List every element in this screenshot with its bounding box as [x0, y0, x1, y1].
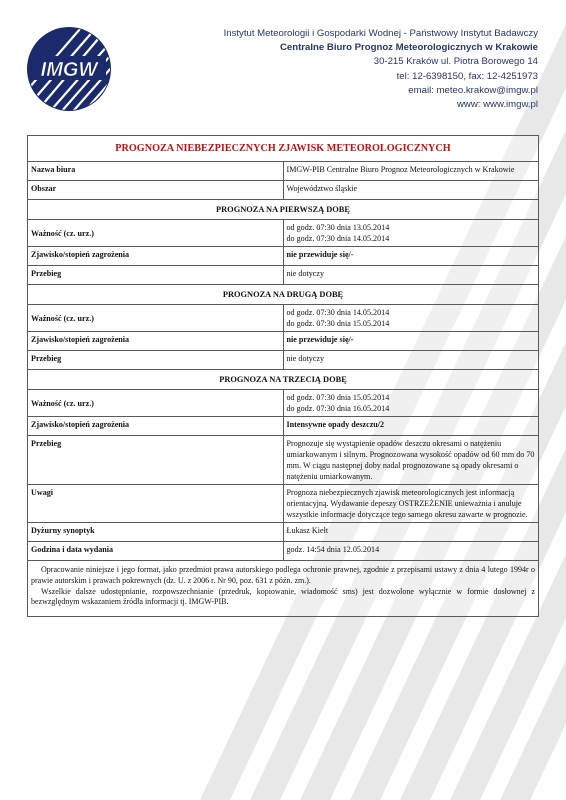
- forecast-table: [27, 135, 539, 617]
- remarks-text: Prognoza niebezpiecznych zjawisk meteorologicznych jest informacją orientacyjną. Wydawanie depeszy OSTRZEŻENIE unieważnia i anuluje wszystkie informacje dotyczące tego samego okresu zawarte w prognozie.: [283, 485, 539, 523]
- day2-validity-to: do godz. 07:30 dnia 15.05.2014: [286, 319, 390, 328]
- day2-validity-label: Ważność (cz. urz.): [28, 305, 284, 332]
- day1-course-label: Przebieg: [28, 266, 284, 285]
- day2-course-label: Przebieg: [28, 351, 284, 370]
- day2-phenomenon: nie przewiduje się/-: [283, 332, 539, 351]
- imgw-logo: [26, 26, 112, 112]
- day3-validity: [283, 390, 539, 417]
- document-title: PROGNOZA NIEBEZPIECZNYCH ZJAWISK METEOROLOGICZNYCH: [28, 136, 539, 162]
- day3-validity-from: od godz. 07:30 dnia 15.05.2014: [286, 393, 390, 402]
- day3-validity-to: do godz. 07:30 dnia 16.05.2014: [286, 404, 390, 413]
- day2-validity: [283, 305, 539, 332]
- office-phone: tel: 12-6398150, fax: 12-4251973: [396, 70, 538, 82]
- day1-validity-label: Ważność (cz. urz.): [28, 220, 284, 247]
- day1-validity-to: do godz. 07:30 dnia 14.05.2014: [286, 234, 390, 243]
- day1-heading: PROGNOZA NA PIERWSZĄ DOBĘ: [28, 200, 539, 220]
- office-value: IMGW-PIB Centralne Biuro Prognoz Meteorologicznych w Krakowie: [283, 162, 539, 181]
- synoptic-label: Dyżurny synoptyk: [28, 523, 284, 542]
- office-name: Centralne Biuro Prognoz Meteorologicznych w Krakowie: [279, 42, 538, 54]
- day3-phenomenon-label: Zjawisko/stopień zagrożenia: [28, 417, 284, 436]
- day2-validity-from: od godz. 07:30 dnia 14.05.2014: [286, 308, 390, 317]
- institute-name: Instytut Meteorologii i Gospodarki Wodnej - Państwowy Instytut Badawczy: [223, 28, 538, 39]
- day2-course: nie dotyczy: [283, 351, 539, 370]
- day2-phenomenon-label: Zjawisko/stopień zagrożenia: [28, 332, 284, 351]
- day2-heading: PROGNOZA NA DRUGĄ DOBĘ: [28, 285, 539, 305]
- copyright-paragraph-1: Opracowanie niniejsze i jego format, jako przedmiot prawa autorskiego podlega ochronie prawnej, zgodnie z przepisami ustawy z dnia 4 lutego 1994r o prawie autorskim i prawach pokrewnych (dz. U. z 2006 r. Nr 90, poz. 631 z późn. zm.).: [31, 565, 535, 585]
- copyright-paragraph-2: Wszelkie dalsze udostępnianie, rozpowszechnianie (przedruk, kopiowanie, wiadomość sms) jest dozwolone wyłącznie w formie dosłownej z bezwzględnym wskazaniem źródła informacji tj. IMGW-PIB.: [31, 586, 535, 607]
- day1-validity: [283, 220, 539, 247]
- svg-text:IMGW: IMGW: [40, 59, 98, 81]
- institute-header: [224, 27, 538, 112]
- copyright-notice: [28, 561, 539, 617]
- office-label: Nazwa biura: [28, 162, 284, 181]
- office-website[interactable]: www: www.imgw.pl: [456, 99, 538, 111]
- office-address: 30-215 Kraków ul. Piotra Borowego 14: [373, 56, 538, 68]
- day1-course: nie dotyczy: [283, 266, 539, 285]
- day1-phenomenon: nie przewiduje się/-: [283, 247, 539, 266]
- office-email[interactable]: email: meteo.krakow@imgw.pl: [408, 84, 538, 96]
- day3-heading: PROGNOZA NA TRZECIĄ DOBĘ: [28, 370, 539, 390]
- day1-phenomenon-label: Zjawisko/stopień zagrożenia: [28, 247, 284, 266]
- day3-course-label: Przebieg: [28, 436, 284, 485]
- area-label: Obszar: [28, 181, 284, 200]
- day1-validity-from: od godz. 07:30 dnia 13.05.2014: [286, 223, 390, 232]
- issued-label: Godzina i data wydania: [28, 542, 284, 561]
- synoptic-name: Łukasz Kiełt: [283, 523, 539, 542]
- area-value: Województwo śląskie: [283, 181, 539, 200]
- day3-validity-label: Ważność (cz. urz.): [28, 390, 284, 417]
- day3-course: Prognozuje się wystąpienie opadów deszczu okresami o natężeniu umiarkowanym i silnym. Prognozowana wysokość opadów od 60 mm do 70 mm. W ciągu następnej doby nadal prognozowane są opady okresami o natężeniu umiarkowanym.: [283, 436, 539, 485]
- day3-phenomenon: Intensywne opady deszczu/2: [283, 417, 539, 436]
- remarks-label: Uwagi: [28, 485, 284, 523]
- issued-value: godz. 14:54 dnia 12.05.2014: [283, 542, 539, 561]
